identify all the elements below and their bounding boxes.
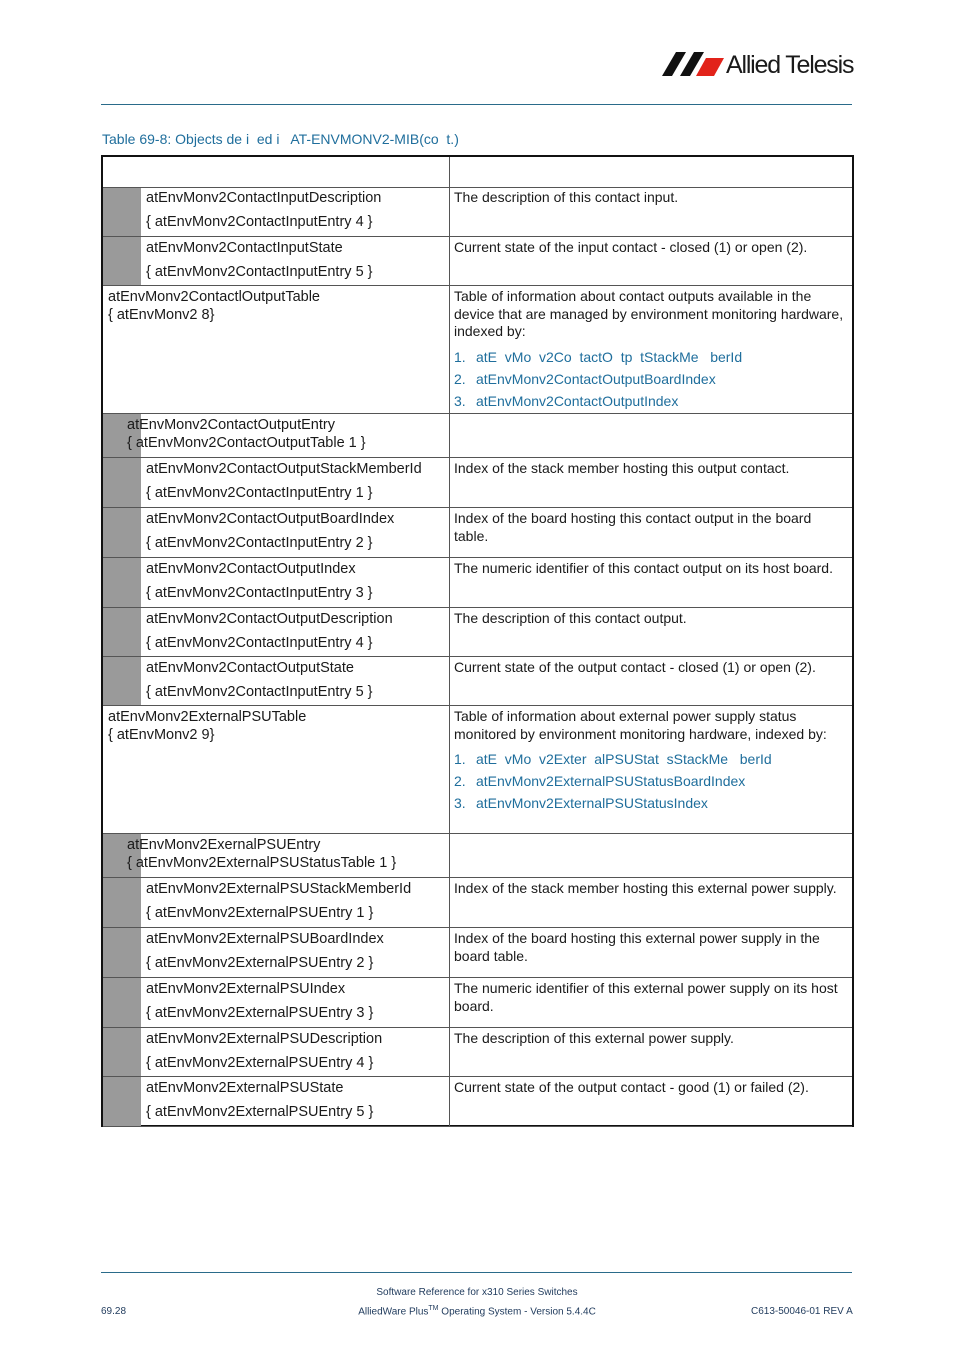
object-description: Table of information about contact outputs available in the device that are managed by environment monitoring hardware, indexed by: [454, 288, 844, 339]
table-row [103, 706, 852, 834]
header-rule [101, 104, 852, 105]
list-text: atEnvMonv2ExternalPSUStatusIndex [476, 795, 708, 811]
index-list-item [454, 770, 848, 792]
description-cell [450, 286, 852, 413]
description-cell [450, 608, 852, 656]
table-row [103, 508, 852, 558]
object-description: Table of information about external power supply status monitored by environment monitoring hardware, indexed by: [454, 708, 827, 742]
object-identifier: { atEnvMonv2ContactInputEntry 1 } [146, 485, 373, 501]
object-identifier: { atEnvMonv2 9} [108, 727, 215, 743]
index-list [454, 748, 848, 814]
object-description: Index of the board hosting this contact output in the board table. [454, 510, 812, 544]
object-identifier: { atEnvMonv2ContactInputEntry 5 } [146, 684, 373, 700]
object-name: atEnvMonv2ExternalPSUDescription [146, 1031, 383, 1047]
object-name: atEnvMonv2ExernalPSUEntry [127, 837, 321, 853]
object-name: atEnvMonv2ExternalPSUState [146, 1080, 344, 1096]
logo-wordmark: Allied Telesis [726, 51, 854, 79]
footer-title: Software Reference for x310 Series Switches [376, 1287, 578, 1298]
list-text: atE vMo v2Co tactO tp tStackMe berId [476, 348, 743, 365]
table-row [103, 978, 852, 1028]
table-row [103, 237, 852, 286]
object-cell [103, 608, 450, 656]
object-name: atEnvMonv2ContactOutputIndex [146, 561, 356, 577]
description-cell [450, 187, 852, 236]
table-row [103, 286, 852, 414]
list-number: 1. [454, 348, 466, 365]
description-cell [450, 458, 852, 507]
object-cell [103, 414, 450, 457]
object-identifier: { atEnvMonv2ExternalPSUEntry 2 } [146, 955, 374, 971]
document-id: C613-50046-01 REV A [751, 1306, 853, 1317]
page-number: 69.28 [101, 1306, 127, 1317]
index-list-item [454, 368, 848, 390]
table-row [103, 187, 852, 237]
index-list [454, 346, 848, 412]
description-cell [450, 1077, 852, 1126]
mib-objects-table [101, 155, 854, 1127]
object-name: atEnvMonv2ContactlOutputTable [108, 289, 320, 305]
indent-band [103, 414, 122, 457]
table-row [103, 414, 852, 458]
footer-version: Operating System - Version 5.4.4C [438, 1306, 596, 1318]
object-description: The description of this contact output. [454, 610, 687, 626]
index-list-item [454, 748, 848, 770]
list-text: atEnvMonv2ContactOutputIndex [476, 392, 679, 409]
object-name: atEnvMonv2ExternalPSUBoardIndex [146, 931, 384, 947]
allied-telesis-logo-icon [662, 52, 724, 76]
object-identifier: { atEnvMonv2ContactInputEntry 3 } [146, 585, 373, 601]
index-list-item [454, 792, 848, 814]
description-cell [450, 978, 852, 1027]
list-number: 1. [454, 751, 466, 767]
object-description: Current state of the output contact - good (1) or failed (2). [454, 1079, 809, 1095]
table-row [103, 1028, 852, 1077]
footer-rule [101, 1272, 852, 1273]
object-description: Current state of the input contact - closed (1) or open (2). [454, 239, 808, 255]
object-cell [103, 706, 450, 833]
object-name: atEnvMonv2ExternalPSUStackMemberId [146, 881, 412, 897]
index-list-item [454, 390, 848, 412]
object-name: atEnvMonv2ContactOutputStackMemberId [146, 461, 422, 477]
object-cell [103, 458, 450, 507]
object-cell [103, 1077, 450, 1126]
list-number: 2. [454, 773, 466, 789]
table-row [103, 558, 852, 608]
object-description: Index of the board hosting this external power supply in the board table. [454, 930, 820, 964]
object-identifier: { atEnvMonv2ContactInputEntry 5 } [146, 264, 373, 280]
object-description: Current state of the output contact - closed (1) or open (2). [454, 659, 816, 675]
table-caption: Table 69-8: Objects de i ed i AT-ENVMONV2-MIB(co t.) [102, 131, 459, 147]
object-cell [103, 237, 450, 285]
object-description: The description of this contact input. [454, 189, 679, 205]
object-identifier: { atEnvMonv2ContactInputEntry 4 } [146, 214, 373, 230]
table-row [103, 834, 852, 878]
description-cell [450, 237, 852, 285]
object-cell [103, 978, 450, 1027]
object-identifier: { atEnvMonv2ExternalPSUStatusTable 1 } [127, 855, 397, 871]
list-text: atEnvMonv2ExternalPSUStatusBoardIndex [476, 773, 746, 789]
list-number: 2. [454, 370, 466, 387]
footer-product-name: AlliedWare Plus [358, 1306, 429, 1318]
object-description: Index of the stack member hosting this external power supply. [454, 880, 837, 896]
object-description: The numeric identifier of this external power supply on its host board. [454, 980, 838, 1014]
list-number: 3. [454, 392, 466, 409]
object-name: atEnvMonv2ContactInputDescription [146, 190, 382, 206]
object-cell [103, 187, 450, 236]
index-list-item [454, 346, 848, 368]
object-name: atEnvMonv2ExternalPSUIndex [146, 981, 346, 997]
object-cell [103, 657, 450, 705]
object-cell [103, 508, 450, 557]
table-row [103, 878, 852, 928]
description-cell [450, 706, 852, 833]
table-row [103, 458, 852, 508]
object-name: atEnvMonv2ContactOutputState [146, 660, 354, 676]
object-description: The numeric identifier of this contact output on its host board. [454, 560, 833, 576]
object-name: atEnvMonv2ContactOutputEntry [127, 417, 335, 433]
table-row [103, 608, 852, 657]
object-identifier: { atEnvMonv2ContactOutputTable 1 } [127, 435, 366, 451]
object-cell [103, 928, 450, 977]
object-cell [103, 286, 450, 413]
list-text: atE vMo v2Exter alPSUStat sStackMe berId [476, 751, 772, 767]
object-cell [103, 878, 450, 927]
object-cell [103, 558, 450, 607]
object-identifier: { atEnvMonv2ExternalPSUEntry 5 } [146, 1104, 374, 1120]
description-cell [450, 657, 852, 705]
description-cell [450, 834, 852, 877]
list-number: 3. [454, 795, 466, 811]
object-identifier: { atEnvMonv2 8} [108, 307, 215, 323]
indent-band [103, 834, 122, 877]
object-identifier: { atEnvMonv2ExternalPSUEntry 1 } [146, 905, 374, 921]
object-identifier: { atEnvMonv2ExternalPSUEntry 3 } [146, 1005, 374, 1021]
object-description: The description of this external power supply. [454, 1030, 734, 1046]
table-header-row [103, 157, 852, 188]
object-name: atEnvMonv2ContactOutputBoardIndex [146, 511, 395, 527]
description-cell [450, 508, 852, 557]
list-text: atEnvMonv2ContactOutputBoardIndex [476, 370, 716, 387]
table-row [103, 928, 852, 978]
description-cell [450, 928, 852, 977]
description-cell [450, 1028, 852, 1076]
object-identifier: { atEnvMonv2ExternalPSUEntry 4 } [146, 1055, 374, 1071]
object-cell [103, 834, 450, 877]
object-name: atEnvMonv2ExternalPSUTable [108, 709, 307, 725]
description-cell [450, 878, 852, 927]
allied-telesis-logo [662, 50, 854, 80]
table-row [103, 657, 852, 706]
description-cell [450, 414, 852, 457]
table-row [103, 1077, 852, 1127]
header-cell [103, 157, 450, 187]
description-cell [450, 558, 852, 607]
trademark-mark: TM [428, 1305, 439, 1312]
object-name: atEnvMonv2ContactInputState [146, 240, 343, 256]
object-cell [103, 1028, 450, 1076]
object-description: Index of the stack member hosting this output contact. [454, 460, 790, 476]
object-identifier: { atEnvMonv2ContactInputEntry 4 } [146, 635, 373, 651]
object-identifier: { atEnvMonv2ContactInputEntry 2 } [146, 535, 373, 551]
object-name: atEnvMonv2ContactOutputDescription [146, 611, 393, 627]
